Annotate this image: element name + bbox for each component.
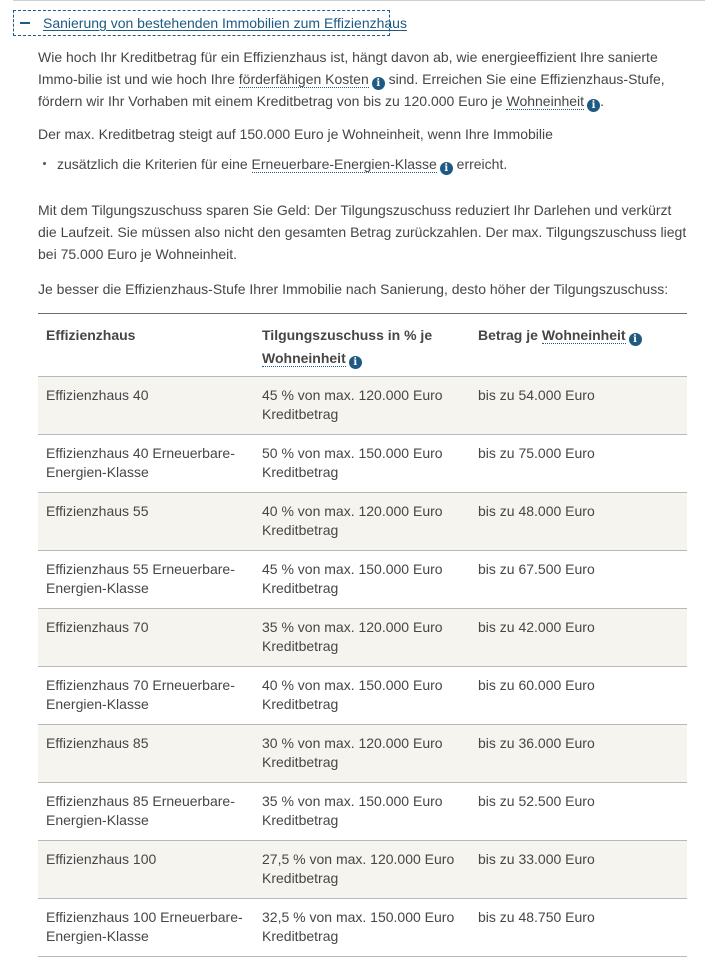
cell-effizienzhaus: Effizienzhaus 85 [46, 735, 149, 751]
cell-effizienzhaus: Effizienzhaus 70 Erneuerbare-Energien-Klasse [46, 677, 235, 712]
header-effizienzhaus: Effizienzhaus [46, 327, 136, 343]
info-icon[interactable]: i [349, 356, 362, 369]
foerderfaehige-kosten-link[interactable]: förderfähigen Kosten [238, 71, 369, 87]
wohneinheit-link[interactable]: Wohneinheit [541, 327, 626, 343]
cell-betrag: bis zu 48.750 Euro [478, 909, 595, 925]
cell-tilgungszuschuss: 45 % von max. 150.000 Euro Kreditbetrag [262, 561, 443, 596]
accordion-content [38, 42, 688, 957]
table-row [38, 435, 687, 493]
cell-tilgungszuschuss: 50 % von max. 150.000 Euro Kreditbetrag [262, 445, 443, 480]
cell-tilgungszuschuss: 45 % von max. 120.000 Euro Kreditbetrag [262, 387, 443, 422]
cell-betrag: bis zu 33.000 Euro [478, 851, 595, 867]
accordion-title[interactable]: Sanierung von bestehenden Immobilien zum Effizienzhaus [43, 15, 407, 31]
cell-effizienzhaus: Effizienzhaus 100 [46, 851, 157, 867]
info-icon[interactable]: i [372, 77, 385, 90]
info-icon[interactable]: i [629, 333, 642, 346]
cell-betrag: bis zu 52.500 Euro [478, 793, 595, 809]
cell-betrag: bis zu 54.000 Euro [478, 387, 595, 403]
cell-effizienzhaus: Effizienzhaus 55 Erneuerbare-Energien-Klasse [46, 561, 235, 596]
table-row [38, 841, 687, 899]
tilgungszuschuss-paragraph: Mit dem Tilgungszuschuss sparen Sie Geld: Der Tilgungszuschuss reduziert Ihr Darlehen und verkürzt die Laufzeit. Sie müssen also nicht den gesamten Betrag zurückzahlen. Der max. Tilgungszuschuss liegt bei 75.000 Euro je Wohneinheit. [38, 202, 687, 262]
cell-betrag: bis zu 48.000 Euro [478, 503, 595, 519]
info-icon[interactable]: i [587, 99, 600, 112]
cell-betrag: bis zu 42.000 Euro [478, 619, 595, 635]
cell-tilgungszuschuss: 27,5 % von max. 120.000 Euro Kreditbetrag [262, 851, 455, 886]
table-intro-paragraph: Je besser die Effizienzhaus-Stufe Ihrer Immobilie nach Sanierung, desto höher der Tilgungszuschuss: [38, 281, 669, 297]
cell-tilgungszuschuss: 32,5 % von max. 150.000 Euro Kreditbetrag [262, 909, 455, 944]
accordion-toggle[interactable] [13, 10, 407, 36]
table-row [38, 783, 687, 841]
table-row [38, 609, 687, 667]
table-row [38, 551, 687, 609]
intro-paragraph-1: Wie hoch Ihr Kreditbetrag für ein Effizienzhaus ist, hängt davon ab, wie energieeffizient Ihre sanierte Immo-bilie ist und wie hoch Ihre förderfähigen Kosten i sind. Erreichen Sie eine Effizienzhaus-Stufe, fördern wir Ihr Vorhaben mit einem Kreditbetrag von bis zu 120.000 Euro je Wohneinheit i . [38, 49, 665, 111]
intro-paragraph-2: Der max. Kreditbetrag steigt auf 150.000 Euro je Wohneinheit, wenn Ihre Immobilie [38, 126, 553, 142]
criteria-list [38, 153, 688, 175]
minus-icon [20, 22, 30, 24]
cell-betrag: bis zu 67.500 Euro [478, 561, 595, 577]
table-row [38, 899, 687, 957]
cell-tilgungszuschuss: 40 % von max. 150.000 Euro Kreditbetrag [262, 677, 443, 712]
cell-effizienzhaus: Effizienzhaus 55 [46, 503, 149, 519]
top-divider [13, 0, 705, 1]
cell-tilgungszuschuss: 40 % von max. 120.000 Euro Kreditbetrag [262, 503, 443, 538]
cell-effizienzhaus: Effizienzhaus 70 [46, 619, 149, 635]
cell-tilgungszuschuss: 30 % von max. 120.000 Euro Kreditbetrag [262, 735, 443, 770]
cell-effizienzhaus: Effizienzhaus 40 [46, 387, 149, 403]
cell-effizienzhaus: Effizienzhaus 85 Erneuerbare-Energien-Klasse [46, 793, 235, 828]
cell-betrag: bis zu 36.000 Euro [478, 735, 595, 751]
table-row [38, 725, 687, 783]
cell-betrag: bis zu 60.000 Euro [478, 677, 595, 693]
cell-effizienzhaus: Effizienzhaus 40 Erneuerbare-Energien-Klasse [46, 445, 235, 480]
table-row [38, 667, 687, 725]
wohneinheit-link[interactable]: Wohneinheit [262, 350, 346, 366]
list-item: zusätzlich die Kriterien für eine Erneuerbare-Energien-Klasse i erreicht. [38, 153, 688, 175]
erneuerbare-energien-klasse-link[interactable]: Erneuerbare-Energien-Klasse [251, 156, 437, 172]
info-icon[interactable]: i [440, 162, 453, 175]
table-row [38, 377, 687, 435]
cell-tilgungszuschuss: 35 % von max. 150.000 Euro Kreditbetrag [262, 793, 443, 828]
cell-tilgungszuschuss: 35 % von max. 120.000 Euro Kreditbetrag [262, 619, 443, 654]
table-header-row [38, 314, 687, 377]
table-row [38, 493, 687, 551]
wohneinheit-link[interactable]: Wohneinheit [506, 93, 585, 109]
header-betrag: Betrag je Wohneinheit i [470, 314, 687, 377]
tilgungszuschuss-table [38, 313, 687, 957]
cell-effizienzhaus: Effizienzhaus 100 Erneuerbare-Energien-Klasse [46, 909, 243, 944]
header-tilgungszuschuss: Tilgungszuschuss in % je Wohneinheit i [262, 327, 433, 368]
cell-betrag: bis zu 75.000 Euro [478, 445, 595, 461]
